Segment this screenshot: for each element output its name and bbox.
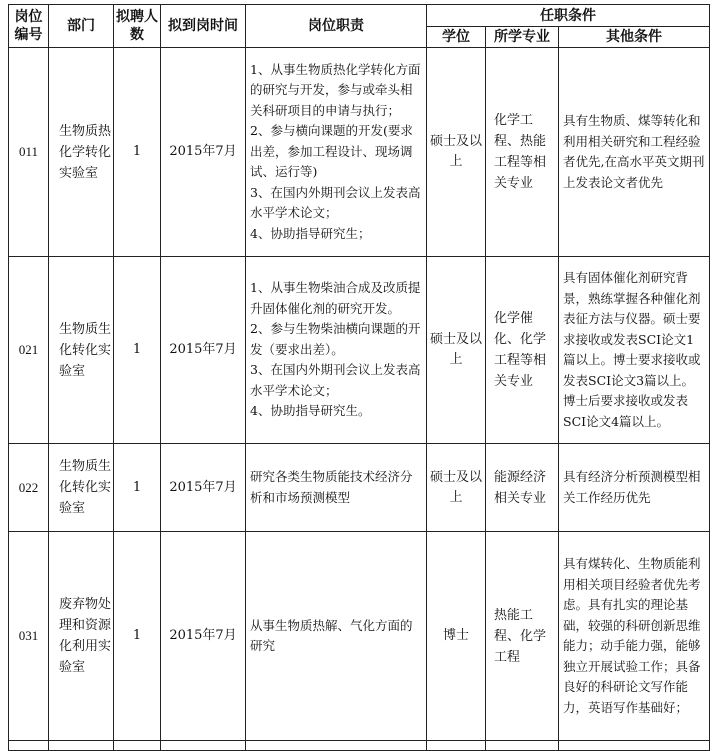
- major: 热能工程、化学工程: [486, 532, 559, 741]
- other-requirements: 具有经济分析预测模型相关工作经历优先: [559, 444, 710, 532]
- degree: 硕士及以上: [427, 48, 486, 257]
- header-degree: 学位: [427, 27, 486, 48]
- post-code: 022: [9, 444, 49, 532]
- department: 废弃物处理和资源化利用实验室: [49, 532, 114, 741]
- header-post-code: 岗位编号: [9, 5, 49, 48]
- duty-item: 从事生物质热解、气化方面的研究: [250, 617, 413, 653]
- other-requirements: 具有生物质、煤等转化和利用相关研究和工程经验者优先,在高水平英文期刊上发表论文者优先: [559, 48, 710, 257]
- duties: [246, 257, 427, 444]
- degree: 博士: [427, 532, 486, 741]
- recruitment-table: [8, 4, 710, 751]
- major: 能源经济相关专业: [486, 444, 559, 532]
- duty-item: 4、协助指导研究生。: [250, 403, 371, 419]
- header-department: 部门: [49, 5, 114, 48]
- department: 生物质热化学转化实验室: [49, 48, 114, 257]
- degree: 硕士及以上: [427, 444, 486, 532]
- post-code: 021: [9, 257, 49, 444]
- arrival-time: 2015年7月: [161, 532, 246, 741]
- table-row: [9, 532, 710, 741]
- major: 化学催化、化学工程等相关专业: [486, 257, 559, 444]
- duties: [246, 444, 427, 532]
- header-other: 其他条件: [559, 27, 710, 48]
- header-major: 所学专业: [486, 27, 559, 48]
- other-requirements: 具有固体催化剂研究背景，熟练掌握各种催化剂表征方法与仪器。硕士要求接收或发表SCI论文1篇以上。博士要求接收或发表SCI论文3篇以上。博士后要求接收或发表SCI论文4篇以上。: [559, 257, 710, 444]
- duty-item: 研究各类生物质能技术经济分析和市场预测模型: [250, 469, 413, 505]
- header-row-1: [9, 5, 710, 27]
- post-code: 011: [9, 48, 49, 257]
- table-row: [9, 257, 710, 444]
- department: 生物质生化转化实验室: [49, 444, 114, 532]
- table-row: [9, 48, 710, 257]
- duty-item: 4、协助指导研究生；: [250, 225, 371, 241]
- duty-item: 2、参与生物柴油横向课题的开发（要求出差）。: [250, 321, 421, 357]
- major: 化学工程、热能工程等相关专业: [486, 48, 559, 257]
- department: 生物质生化转化实验室: [49, 257, 114, 444]
- duty-item: 1、从事生物柴油合成及改质提升固体催化剂的研究开发。: [250, 280, 421, 316]
- duties: [246, 48, 427, 257]
- post-code: 031: [9, 532, 49, 741]
- arrival-time: 2015年7月: [161, 48, 246, 257]
- duties: [246, 532, 427, 741]
- degree: 硕士及以上: [427, 257, 486, 444]
- header-requirements: 任职条件: [427, 5, 710, 27]
- duty-item: 3、在国内外期刊会议上发表高水平学术论文；: [250, 362, 421, 398]
- duty-item: 3、在国内外期刊会议上发表高水平学术论文；: [250, 184, 421, 221]
- other-requirements: 具有煤转化、生物质能利用相关项目经验者优先考虑。具有扎实的理论基础，较强的科研创新思维能力；动手能力强，能够独立开展试验工作；具备良好的科研论文写作能力，英语写作基础好；: [559, 532, 710, 741]
- quota: 1: [114, 257, 161, 444]
- arrival-time: 2015年7月: [161, 444, 246, 532]
- table-row-cut-off: [9, 741, 710, 751]
- header-arrival-time: 拟到岗时间: [161, 5, 246, 48]
- header-duties: 岗位职责: [246, 5, 427, 48]
- table-row: [9, 444, 710, 532]
- quota: 1: [114, 48, 161, 257]
- duty-item: 2、参与横向课题的开发(要求出差，参加工程设计、现场调试、运行等): [250, 123, 413, 180]
- header-quota: 拟聘人数: [114, 5, 161, 48]
- duty-item: 1、从事生物质热化学转化方面的研究与开发，参与或牵头相关科研项目的申请与执行；: [250, 61, 421, 118]
- arrival-time: 2015年7月: [161, 257, 246, 444]
- quota: 1: [114, 532, 161, 741]
- quota: 1: [114, 444, 161, 532]
